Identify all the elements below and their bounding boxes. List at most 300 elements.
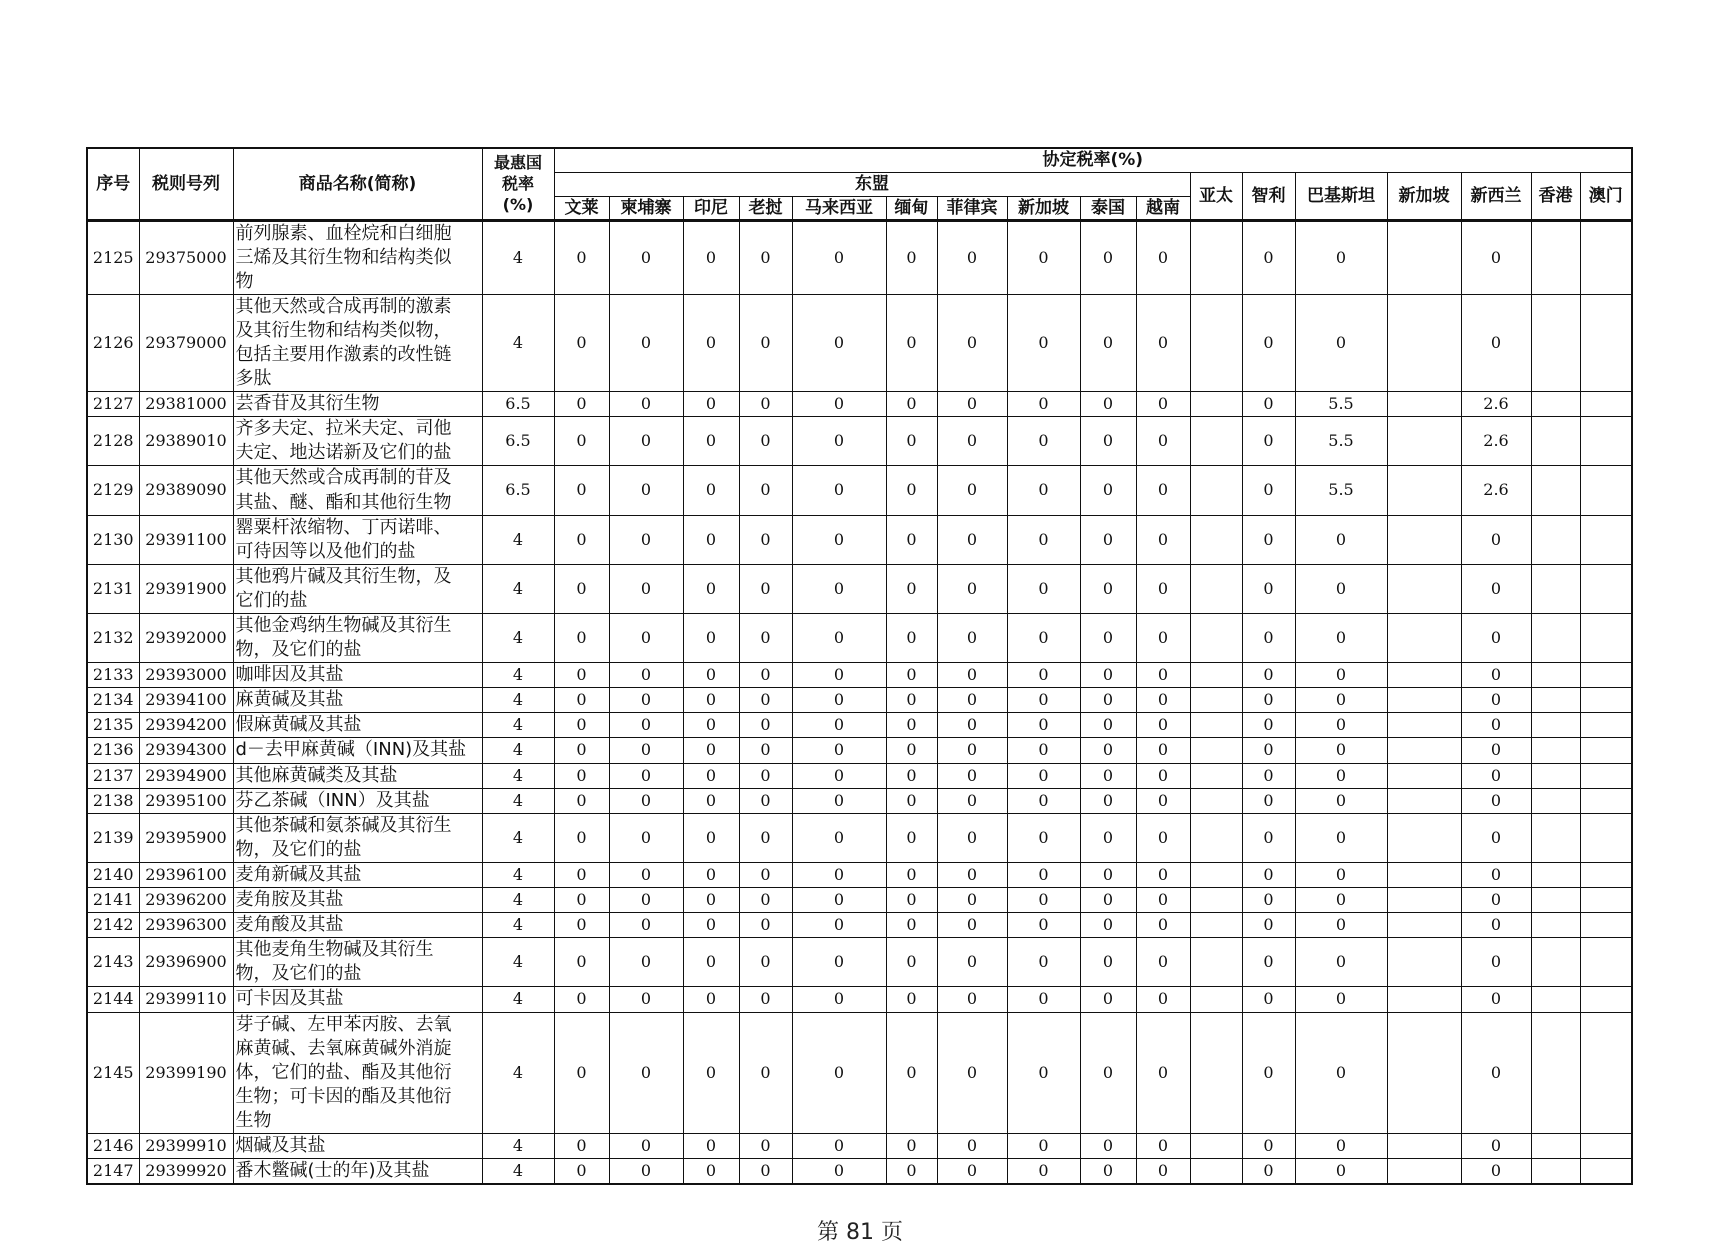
rate-cell-thailand: 0 [1080, 913, 1136, 938]
product-name-cell: 齐多夫定、拉米夫定、司他 夫定、地达诺新及它们的盐 [233, 417, 482, 466]
mfn-rate-cell: 4 [482, 713, 554, 738]
rate-cell-macao [1580, 466, 1632, 515]
mfn-rate-cell: 4 [482, 294, 554, 391]
rate-cell-laos: 0 [739, 564, 792, 613]
rate-cell-pakistan: 5.5 [1295, 466, 1387, 515]
rate-cell-pakistan: 0 [1295, 1133, 1387, 1158]
rate-cell-pakistan: 0 [1295, 294, 1387, 391]
rate-cell-cambodia: 0 [609, 713, 683, 738]
rate-cell-singapore-asean: 0 [1007, 392, 1080, 417]
rate-cell-thailand: 0 [1080, 220, 1136, 294]
rate-cell-chile: 0 [1242, 220, 1295, 294]
rate-cell-new-zealand: 0 [1461, 738, 1531, 763]
tariff-code-cell: 29393000 [139, 663, 233, 688]
table-row [87, 813, 1632, 862]
rate-cell-myanmar: 0 [886, 788, 937, 813]
rate-cell-pakistan: 0 [1295, 564, 1387, 613]
rate-cell-chile: 0 [1242, 763, 1295, 788]
rate-cell-philippines: 0 [937, 417, 1007, 466]
rate-cell-singapore-asean: 0 [1007, 813, 1080, 862]
table-row [87, 987, 1632, 1012]
rate-cell-asia-pacific [1190, 987, 1242, 1012]
product-name-cell: 罂粟杆浓缩物、丁丙诺啡、 可待因等以及他们的盐 [233, 515, 482, 564]
tariff-code-cell: 29394200 [139, 713, 233, 738]
rate-cell-malaysia: 0 [792, 294, 886, 391]
rate-cell-chile: 0 [1242, 1159, 1295, 1185]
product-name-cell: 咖啡因及其盐 [233, 663, 482, 688]
rate-cell-singapore-asean: 0 [1007, 688, 1080, 713]
rate-cell-myanmar: 0 [886, 1012, 937, 1133]
rate-cell-hong-kong [1531, 813, 1580, 862]
rate-cell-macao [1580, 987, 1632, 1012]
rate-cell-singapore-fta [1387, 614, 1461, 663]
rate-cell-vietnam: 0 [1136, 862, 1190, 887]
rate-cell-singapore-asean: 0 [1007, 888, 1080, 913]
rate-cell-myanmar: 0 [886, 688, 937, 713]
rate-cell-chile: 0 [1242, 1012, 1295, 1133]
rate-cell-singapore-fta [1387, 788, 1461, 813]
rate-cell-vietnam: 0 [1136, 220, 1190, 294]
rate-cell-singapore-fta [1387, 294, 1461, 391]
rate-cell-cambodia: 0 [609, 888, 683, 913]
rate-cell-thailand: 0 [1080, 738, 1136, 763]
rate-cell-laos: 0 [739, 738, 792, 763]
rate-cell-malaysia: 0 [792, 813, 886, 862]
seq-cell: 2146 [87, 1133, 139, 1158]
mfn-rate-cell: 4 [482, 1159, 554, 1185]
rate-cell-thailand: 0 [1080, 294, 1136, 391]
rate-cell-asia-pacific [1190, 763, 1242, 788]
rate-cell-asia-pacific [1190, 788, 1242, 813]
rate-cell-philippines: 0 [937, 1159, 1007, 1185]
table-row [87, 938, 1632, 987]
rate-cell-malaysia: 0 [792, 663, 886, 688]
rate-cell-brunei: 0 [554, 614, 609, 663]
rate-cell-malaysia: 0 [792, 220, 886, 294]
rate-cell-asia-pacific [1190, 564, 1242, 613]
rate-cell-cambodia: 0 [609, 1159, 683, 1185]
rate-cell-chile: 0 [1242, 564, 1295, 613]
header-mfn-rate: 最惠国 税率 (%) [482, 148, 554, 220]
rate-cell-cambodia: 0 [609, 788, 683, 813]
rate-cell-singapore-fta [1387, 466, 1461, 515]
seq-cell: 2140 [87, 862, 139, 887]
rate-cell-myanmar: 0 [886, 987, 937, 1012]
rate-cell-myanmar: 0 [886, 417, 937, 466]
rate-cell-myanmar: 0 [886, 294, 937, 391]
seq-cell: 2135 [87, 713, 139, 738]
rate-cell-hong-kong [1531, 688, 1580, 713]
rate-cell-indonesia: 0 [683, 515, 739, 564]
rate-cell-vietnam: 0 [1136, 392, 1190, 417]
rate-cell-myanmar: 0 [886, 763, 937, 788]
product-name-cell: 其他茶碱和氨茶碱及其衍生 物，及它们的盐 [233, 813, 482, 862]
table-row [87, 515, 1632, 564]
header-cambodia: 柬埔寨 [609, 196, 683, 220]
rate-cell-cambodia: 0 [609, 763, 683, 788]
rate-cell-vietnam: 0 [1136, 763, 1190, 788]
header-chile: 智利 [1242, 172, 1295, 220]
rate-cell-hong-kong [1531, 663, 1580, 688]
table-row [87, 688, 1632, 713]
rate-cell-vietnam: 0 [1136, 614, 1190, 663]
rate-cell-singapore-fta [1387, 392, 1461, 417]
tariff-code-cell: 29399190 [139, 1012, 233, 1133]
rate-cell-cambodia: 0 [609, 663, 683, 688]
rate-cell-vietnam: 0 [1136, 515, 1190, 564]
rate-cell-malaysia: 0 [792, 913, 886, 938]
rate-cell-hong-kong [1531, 862, 1580, 887]
rate-cell-asia-pacific [1190, 392, 1242, 417]
seq-cell: 2134 [87, 688, 139, 713]
rate-cell-pakistan: 0 [1295, 515, 1387, 564]
rate-cell-asia-pacific [1190, 663, 1242, 688]
rate-cell-asia-pacific [1190, 888, 1242, 913]
rate-cell-asia-pacific [1190, 862, 1242, 887]
rate-cell-new-zealand: 0 [1461, 913, 1531, 938]
rate-cell-cambodia: 0 [609, 688, 683, 713]
rate-cell-cambodia: 0 [609, 987, 683, 1012]
rate-cell-laos: 0 [739, 294, 792, 391]
rate-cell-macao [1580, 614, 1632, 663]
rate-cell-singapore-asean: 0 [1007, 663, 1080, 688]
rate-cell-malaysia: 0 [792, 688, 886, 713]
rate-cell-new-zealand: 2.6 [1461, 392, 1531, 417]
rate-cell-brunei: 0 [554, 688, 609, 713]
rate-cell-cambodia: 0 [609, 466, 683, 515]
rate-cell-indonesia: 0 [683, 913, 739, 938]
rate-cell-brunei: 0 [554, 813, 609, 862]
table-row [87, 1133, 1632, 1158]
product-name-cell: 其他麻黄碱类及其盐 [233, 763, 482, 788]
rate-cell-philippines: 0 [937, 1012, 1007, 1133]
tariff-code-cell: 29394100 [139, 688, 233, 713]
rate-cell-indonesia: 0 [683, 888, 739, 913]
product-name-cell: 前列腺素、血栓烷和白细胞 三烯及其衍生物和结构类似 物 [233, 220, 482, 294]
table-row [87, 788, 1632, 813]
rate-cell-pakistan: 0 [1295, 663, 1387, 688]
seq-cell: 2130 [87, 515, 139, 564]
rate-cell-vietnam: 0 [1136, 987, 1190, 1012]
rate-cell-singapore-fta [1387, 688, 1461, 713]
rate-cell-chile: 0 [1242, 713, 1295, 738]
rate-cell-macao [1580, 862, 1632, 887]
rate-cell-indonesia: 0 [683, 862, 739, 887]
header-seq: 序号 [87, 148, 139, 220]
rate-cell-laos: 0 [739, 663, 792, 688]
rate-cell-myanmar: 0 [886, 888, 937, 913]
tariff-code-cell: 29394900 [139, 763, 233, 788]
rate-cell-new-zealand: 0 [1461, 1159, 1531, 1185]
rate-cell-thailand: 0 [1080, 417, 1136, 466]
seq-cell: 2144 [87, 987, 139, 1012]
header-singapore-fta: 新加坡 [1387, 172, 1461, 220]
product-name-cell: 可卡因及其盐 [233, 987, 482, 1012]
rate-cell-macao [1580, 688, 1632, 713]
rate-cell-laos: 0 [739, 813, 792, 862]
tariff-code-cell: 29395100 [139, 788, 233, 813]
rate-cell-brunei: 0 [554, 466, 609, 515]
rate-cell-singapore-asean: 0 [1007, 987, 1080, 1012]
rate-cell-laos: 0 [739, 515, 792, 564]
rate-cell-brunei: 0 [554, 763, 609, 788]
rate-cell-myanmar: 0 [886, 392, 937, 417]
header-new-zealand: 新西兰 [1461, 172, 1531, 220]
seq-cell: 2131 [87, 564, 139, 613]
rate-cell-singapore-fta [1387, 987, 1461, 1012]
rate-cell-vietnam: 0 [1136, 938, 1190, 987]
tariff-code-cell: 29395900 [139, 813, 233, 862]
rate-cell-pakistan: 0 [1295, 688, 1387, 713]
rate-cell-hong-kong [1531, 564, 1580, 613]
rate-cell-macao [1580, 220, 1632, 294]
rate-cell-singapore-fta [1387, 564, 1461, 613]
product-name-cell: 番木鳖碱(士的年)及其盐 [233, 1159, 482, 1185]
rate-cell-indonesia: 0 [683, 564, 739, 613]
rate-cell-vietnam: 0 [1136, 466, 1190, 515]
rate-cell-thailand: 0 [1080, 713, 1136, 738]
rate-cell-laos: 0 [739, 466, 792, 515]
rate-cell-cambodia: 0 [609, 220, 683, 294]
rate-cell-chile: 0 [1242, 987, 1295, 1012]
seq-cell: 2127 [87, 392, 139, 417]
rate-cell-hong-kong [1531, 417, 1580, 466]
rate-cell-new-zealand: 0 [1461, 938, 1531, 987]
rate-cell-hong-kong [1531, 738, 1580, 763]
rate-cell-new-zealand: 0 [1461, 294, 1531, 391]
rate-cell-asia-pacific [1190, 913, 1242, 938]
mfn-rate-cell: 4 [482, 1133, 554, 1158]
seq-cell: 2125 [87, 220, 139, 294]
rate-cell-singapore-fta [1387, 763, 1461, 788]
rate-cell-singapore-fta [1387, 938, 1461, 987]
rate-cell-thailand: 0 [1080, 392, 1136, 417]
rate-cell-singapore-fta [1387, 515, 1461, 564]
rate-cell-laos: 0 [739, 862, 792, 887]
rate-cell-singapore-asean: 0 [1007, 713, 1080, 738]
rate-cell-pakistan: 0 [1295, 913, 1387, 938]
rate-cell-malaysia: 0 [792, 1159, 886, 1185]
header-name: 商品名称(简称) [233, 148, 482, 220]
tariff-code-cell: 29389010 [139, 417, 233, 466]
product-name-cell: 芽子碱、左甲苯丙胺、去氧 麻黄碱、去氧麻黄碱外消旋 体，它们的盐、酯及其他衍 生物；可卡因的酯及其他衍 生物 [233, 1012, 482, 1133]
rate-cell-singapore-fta [1387, 417, 1461, 466]
header-hong-kong: 香港 [1531, 172, 1580, 220]
rate-cell-macao [1580, 763, 1632, 788]
tariff-code-cell: 29389090 [139, 466, 233, 515]
rate-cell-singapore-asean: 0 [1007, 738, 1080, 763]
rate-cell-indonesia: 0 [683, 788, 739, 813]
rate-cell-malaysia: 0 [792, 763, 886, 788]
rate-cell-thailand: 0 [1080, 515, 1136, 564]
rate-cell-chile: 0 [1242, 294, 1295, 391]
seq-cell: 2137 [87, 763, 139, 788]
rate-cell-pakistan: 0 [1295, 713, 1387, 738]
mfn-rate-cell: 4 [482, 738, 554, 763]
rate-cell-laos: 0 [739, 688, 792, 713]
rate-cell-singapore-asean: 0 [1007, 913, 1080, 938]
rate-cell-hong-kong [1531, 220, 1580, 294]
rate-cell-singapore-asean: 0 [1007, 1159, 1080, 1185]
seq-cell: 2143 [87, 938, 139, 987]
rate-cell-brunei: 0 [554, 392, 609, 417]
rate-cell-hong-kong [1531, 938, 1580, 987]
rate-cell-singapore-fta [1387, 220, 1461, 294]
rate-cell-pakistan: 0 [1295, 788, 1387, 813]
rate-cell-singapore-fta [1387, 1012, 1461, 1133]
rate-cell-indonesia: 0 [683, 938, 739, 987]
rate-cell-thailand: 0 [1080, 888, 1136, 913]
rate-cell-new-zealand: 0 [1461, 987, 1531, 1012]
table-row [87, 417, 1632, 466]
rate-cell-philippines: 0 [937, 294, 1007, 391]
product-name-cell: 麦角酸及其盐 [233, 913, 482, 938]
rate-cell-cambodia: 0 [609, 515, 683, 564]
rate-cell-laos: 0 [739, 417, 792, 466]
rate-cell-singapore-asean: 0 [1007, 1133, 1080, 1158]
rate-cell-macao [1580, 294, 1632, 391]
rate-cell-asia-pacific [1190, 1159, 1242, 1185]
seq-cell: 2138 [87, 788, 139, 813]
rate-cell-philippines: 0 [937, 392, 1007, 417]
tariff-code-cell: 29391100 [139, 515, 233, 564]
rate-cell-myanmar: 0 [886, 1133, 937, 1158]
rate-cell-cambodia: 0 [609, 938, 683, 987]
tariff-code-cell: 29391900 [139, 564, 233, 613]
rate-cell-myanmar: 0 [886, 813, 937, 862]
rate-cell-thailand: 0 [1080, 987, 1136, 1012]
header-indonesia: 印尼 [683, 196, 739, 220]
rate-cell-asia-pacific [1190, 738, 1242, 763]
rate-cell-chile: 0 [1242, 862, 1295, 887]
rate-cell-new-zealand: 0 [1461, 862, 1531, 887]
rate-cell-philippines: 0 [937, 466, 1007, 515]
rate-cell-brunei: 0 [554, 515, 609, 564]
rate-cell-singapore-fta [1387, 913, 1461, 938]
rate-cell-indonesia: 0 [683, 392, 739, 417]
rate-cell-singapore-asean: 0 [1007, 417, 1080, 466]
rate-cell-macao [1580, 738, 1632, 763]
rate-cell-cambodia: 0 [609, 862, 683, 887]
rate-cell-myanmar: 0 [886, 614, 937, 663]
rate-cell-thailand: 0 [1080, 466, 1136, 515]
mfn-rate-cell: 4 [482, 813, 554, 862]
rate-cell-chile: 0 [1242, 938, 1295, 987]
header-thailand: 泰国 [1080, 196, 1136, 220]
rate-cell-thailand: 0 [1080, 564, 1136, 613]
rate-cell-indonesia: 0 [683, 1133, 739, 1158]
rate-cell-new-zealand: 0 [1461, 763, 1531, 788]
mfn-rate-cell: 4 [482, 515, 554, 564]
rate-cell-laos: 0 [739, 1133, 792, 1158]
rate-cell-singapore-asean: 0 [1007, 466, 1080, 515]
rate-cell-vietnam: 0 [1136, 813, 1190, 862]
rate-cell-macao [1580, 392, 1632, 417]
rate-cell-malaysia: 0 [792, 466, 886, 515]
mfn-rate-cell: 4 [482, 564, 554, 613]
rate-cell-malaysia: 0 [792, 417, 886, 466]
rate-cell-philippines: 0 [937, 663, 1007, 688]
rate-cell-chile: 0 [1242, 663, 1295, 688]
product-name-cell: 芸香苷及其衍生物 [233, 392, 482, 417]
rate-cell-new-zealand: 0 [1461, 515, 1531, 564]
rate-cell-malaysia: 0 [792, 738, 886, 763]
rate-cell-indonesia: 0 [683, 466, 739, 515]
rate-cell-pakistan: 0 [1295, 763, 1387, 788]
rate-cell-philippines: 0 [937, 688, 1007, 713]
table-row [87, 1159, 1632, 1185]
header-brunei: 文莱 [554, 196, 609, 220]
rate-cell-pakistan: 0 [1295, 1012, 1387, 1133]
rate-cell-macao [1580, 417, 1632, 466]
header-asean: 东盟 [554, 172, 1190, 196]
rate-cell-thailand: 0 [1080, 938, 1136, 987]
rate-cell-thailand: 0 [1080, 688, 1136, 713]
rate-cell-brunei: 0 [554, 788, 609, 813]
rate-cell-indonesia: 0 [683, 1012, 739, 1133]
rate-cell-brunei: 0 [554, 564, 609, 613]
rate-cell-vietnam: 0 [1136, 663, 1190, 688]
rate-cell-vietnam: 0 [1136, 688, 1190, 713]
header-code: 税则号列 [139, 148, 233, 220]
seq-cell: 2136 [87, 738, 139, 763]
rate-cell-malaysia: 0 [792, 1133, 886, 1158]
rate-cell-indonesia: 0 [683, 987, 739, 1012]
mfn-rate-cell: 4 [482, 788, 554, 813]
rate-cell-thailand: 0 [1080, 1133, 1136, 1158]
table-row [87, 888, 1632, 913]
rate-cell-vietnam: 0 [1136, 417, 1190, 466]
product-name-cell: 麦角新碱及其盐 [233, 862, 482, 887]
rate-cell-philippines: 0 [937, 713, 1007, 738]
rate-cell-asia-pacific [1190, 1133, 1242, 1158]
rate-cell-malaysia: 0 [792, 515, 886, 564]
rate-cell-pakistan: 0 [1295, 813, 1387, 862]
tariff-code-cell: 29375000 [139, 220, 233, 294]
rate-cell-brunei: 0 [554, 738, 609, 763]
rate-cell-new-zealand: 0 [1461, 1133, 1531, 1158]
rate-cell-macao [1580, 515, 1632, 564]
rate-cell-macao [1580, 913, 1632, 938]
tariff-code-cell: 29396200 [139, 888, 233, 913]
rate-cell-indonesia: 0 [683, 1159, 739, 1185]
rate-cell-asia-pacific [1190, 688, 1242, 713]
rate-cell-asia-pacific [1190, 713, 1242, 738]
rate-cell-vietnam: 0 [1136, 1012, 1190, 1133]
rate-cell-singapore-asean: 0 [1007, 1012, 1080, 1133]
rate-cell-malaysia: 0 [792, 862, 886, 887]
header-agreement-rate: 协定税率(%) [554, 148, 1632, 172]
rate-cell-indonesia: 0 [683, 220, 739, 294]
rate-cell-cambodia: 0 [609, 738, 683, 763]
tariff-code-cell: 29394300 [139, 738, 233, 763]
seq-cell: 2141 [87, 888, 139, 913]
rate-cell-singapore-asean: 0 [1007, 614, 1080, 663]
rate-cell-hong-kong [1531, 1159, 1580, 1185]
rate-cell-asia-pacific [1190, 294, 1242, 391]
rate-cell-vietnam: 0 [1136, 1159, 1190, 1185]
header-malaysia: 马来西亚 [792, 196, 886, 220]
rate-cell-brunei: 0 [554, 888, 609, 913]
rate-cell-philippines: 0 [937, 738, 1007, 763]
rate-cell-laos: 0 [739, 1012, 792, 1133]
seq-cell: 2133 [87, 663, 139, 688]
rate-cell-new-zealand: 0 [1461, 564, 1531, 613]
rate-cell-asia-pacific [1190, 614, 1242, 663]
mfn-rate-cell: 4 [482, 913, 554, 938]
product-name-cell: d－去甲麻黄碱（INN)及其盐 [233, 738, 482, 763]
rate-cell-asia-pacific [1190, 466, 1242, 515]
